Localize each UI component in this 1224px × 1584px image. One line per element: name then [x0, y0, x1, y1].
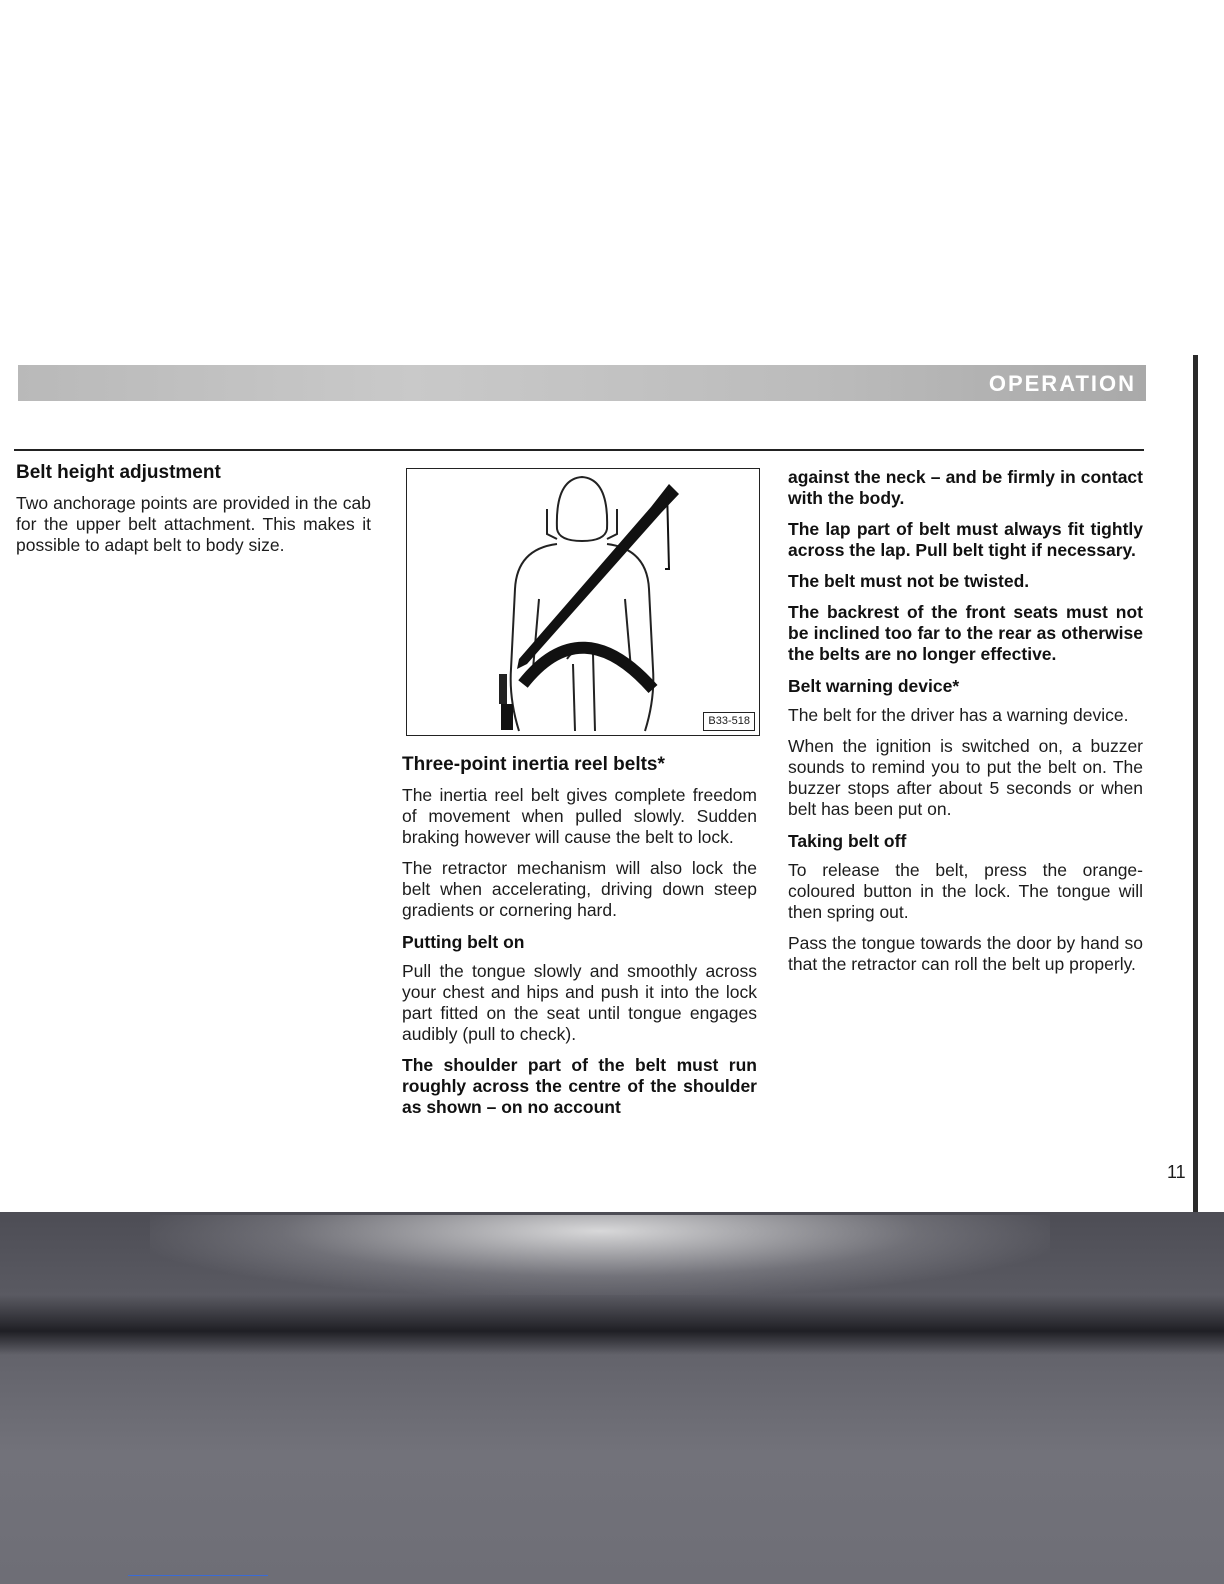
shoulder-belt-warning: The shoulder part of the belt must run roughly across the centre of the shoulder as shown – on no account [402, 1055, 757, 1117]
seat-headrest-icon [547, 477, 617, 541]
neck-contact-text: against the neck – and be firmly in contact with the body. [788, 467, 1143, 508]
asterisk-mark: * [952, 676, 960, 696]
tongue-icon [499, 674, 507, 704]
taking-belt-off-heading: Taking belt off [788, 831, 907, 851]
belt-height-text: Two anchorage points are provided in the cab for the upper belt attachment. This makes it possible to adapt belt to body size. [16, 493, 371, 555]
middle-column [402, 753, 757, 1128]
scanner-streak [0, 1295, 1224, 1355]
lap-belt-text: The lap part of belt must always fit tightly across the lap. Pull belt tight if necessary. [788, 519, 1143, 560]
right-column [788, 467, 1143, 985]
taking-belt-off-text-2: Pass the tongue towards the door by hand so that the retractor can roll the belt up properly. [788, 933, 1143, 974]
seat-belt-illustration [407, 469, 758, 734]
belt-warning-text-2: When the ignition is switched on, a buzzer sounds to remind you to put the belt on. The buzzer stops after about 5 seconds or when belt has been put on. [788, 736, 1143, 819]
inertia-reel-text-1: The inertia reel belt gives complete freedom of movement when pulled slowly. Sudden braking however will cause the belt to lock. [402, 785, 757, 847]
section-label: OPERATION [988, 371, 1136, 396]
seat-backrest-icon [511, 544, 654, 731]
inertia-reel-heading [402, 753, 757, 777]
backrest-text: The backrest of the front seats must not be inclined too far to the rear as otherwise the belts are no longer effective. [788, 602, 1143, 664]
figure-code: B33-518 [703, 712, 755, 731]
belt-warning-text-1: The belt for the driver has a warning device. [788, 705, 1129, 725]
lap-belt-icon [523, 648, 653, 689]
belt-strap-icon [517, 484, 679, 669]
putting-belt-on-text: Pull the tongue slowly and smoothly across your chest and hips and push it into the lock part fitted on the seat until tongue engages audibly (pull to check). [402, 961, 757, 1044]
inertia-reel-text-2: The retractor mechanism will also lock the belt when accelerating, driving down steep gradients or cornering hard. [402, 858, 757, 920]
page-number: 11 [1167, 1162, 1186, 1182]
seat-belt-figure [406, 468, 760, 736]
taking-belt-off-text-1: To release the belt, press the orange-coloured button in the lock. The tongue will then spring out. [788, 860, 1143, 922]
top-rule [14, 449, 1144, 451]
buckle-icon [501, 704, 513, 730]
scanner-glare [150, 1215, 1050, 1295]
belt-warning-heading-text: Belt warning device [788, 676, 953, 696]
scanner-blue-line [128, 1575, 268, 1576]
left-column [16, 461, 371, 566]
putting-belt-on-heading: Putting belt on [402, 932, 525, 952]
belt-height-heading: Belt height adjustment [16, 462, 221, 483]
page-edge-rule [1193, 355, 1198, 1215]
twisted-belt-text: The belt must not be twisted. [788, 571, 1030, 591]
header-band [18, 365, 1146, 401]
asterisk-mark: * [657, 754, 665, 775]
belt-warning-heading [788, 675, 1143, 697]
inertia-reel-heading-text: Three-point inertia reel belts [402, 754, 658, 775]
